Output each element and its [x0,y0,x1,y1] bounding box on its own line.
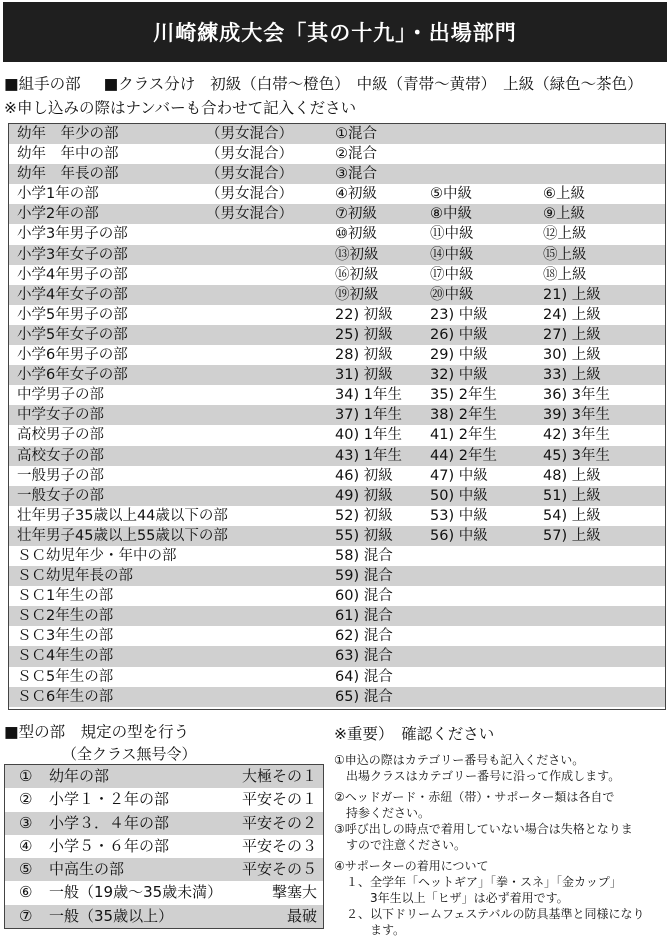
category-3: ⑫上級 [543,226,587,243]
mixed-label: （男女混合） [206,206,293,223]
category-2: 53) 中級 [430,507,488,524]
note-1-line-2: 出場クラスはカテゴリー番号に沿って作成します。 [334,769,621,783]
division-name: 小学3年女子の部 [17,246,128,263]
kumite-row [9,285,665,305]
kata-name: 最破 [286,906,317,925]
kumite-row [9,646,665,666]
advanced-class: 上級（緑色～茶色） [503,75,643,93]
category-3: 30) 上級 [543,347,601,364]
category-1: 58) 混合 [335,547,393,564]
category-1: 61) 混合 [335,608,393,625]
kata-name: 大極その１ [241,767,317,785]
entry-note: ※申し込みの際はナンバーも合わせて記入ください [4,99,357,117]
division-name: 小学4年男子の部 [17,266,128,283]
beginner-class: 初級（白帯～橙色） [210,75,350,93]
category-3: 51) 上級 [543,487,601,504]
category-1: 55) 初級 [335,527,393,544]
division-name: 幼年 年長の部 [17,166,119,183]
division-name: 一般女子の部 [17,487,104,504]
kumite-row [9,325,665,345]
kumite-row [9,586,665,606]
mixed-label: （男女混合） [206,126,293,142]
important-notes [334,722,668,938]
kumite-row [9,164,665,184]
category-1: 64) 混合 [335,668,393,685]
category-3: ⑥上級 [543,186,585,203]
note-4-line-5: ます。 [334,923,406,937]
category-1: ④初級 [335,186,377,203]
category-3: 36) 3年生 [543,387,610,404]
division-name: 小学3年男子の部 [17,226,128,243]
kumite-row [9,546,665,566]
kata-row [5,905,323,928]
intermediate-class: 中級（青帯～黄帯） [356,75,497,93]
division-name: 小学2年の部 [17,206,99,223]
division-name: ＳＣ4年生の部 [17,648,114,665]
category-2: ⑳中級 [430,286,474,303]
category-1: ⑯初級 [335,266,379,283]
category-1: ⑦初級 [335,206,377,223]
kumite-row [9,265,665,285]
category-1: 52) 初級 [335,507,393,524]
category-1: 49) 初級 [335,487,393,504]
kata-name: 平安その５ [241,860,317,879]
kata-division: 一般（35歳以上） [49,906,174,925]
category-3: ⑮上級 [543,246,587,263]
kata-division: 中高生の部 [49,860,125,879]
category-3: 21) 上級 [543,286,601,303]
category-1: 34) 1年生 [335,387,402,404]
kumite-row [9,124,665,144]
kumite-row [9,606,665,626]
kata-number: ① [19,767,33,785]
kumite-row [9,144,665,164]
division-name: 高校女子の部 [17,447,104,464]
note-2-line-2: 持参ください。 [334,806,431,820]
kata-row [5,881,323,904]
kata-row [5,765,323,788]
category-3: 48) 上級 [543,467,601,484]
kumite-row [9,446,665,466]
category-2: 23) 中級 [430,306,488,323]
kata-division: 小学１・２年の部 [49,790,170,809]
notes-title: ※重要） 確認ください [334,725,495,743]
category-1: 40) 1年生 [335,427,402,444]
kumite-row [9,506,665,526]
category-3: 54) 上級 [543,507,601,524]
kumite-row [9,626,665,646]
category-2: ⑧中級 [430,206,472,223]
kata-division: 幼年の部 [49,767,110,785]
category-2: 47) 中級 [430,467,488,484]
note-1-line-1: ①申込の際はカテゴリー番号も記入ください。 [334,753,585,767]
page-header [3,2,667,62]
kata-number: ④ [19,836,33,855]
kata-number: ⑤ [19,860,33,879]
class-info-line [4,72,661,94]
division-name: 壮年男子35歳以上44歳以下の部 [17,507,228,524]
division-name: ＳＣ6年生の部 [17,688,114,705]
category-3: 57) 上級 [543,527,601,544]
kumite-heading: ■組手の部 [4,75,81,93]
kata-name: 平安その２ [241,813,317,832]
category-1: 43) 1年生 [335,447,402,464]
category-1: ⑩初級 [335,226,377,243]
category-2: 26) 中級 [430,326,488,343]
kata-number: ③ [19,813,33,832]
kata-row [5,788,323,811]
division-name: 幼年 年中の部 [17,146,119,163]
kata-division: 一般（19歳～35歳未満） [49,883,223,902]
division-name: 小学6年女子の部 [17,367,128,384]
division-name: ＳＣ幼児年長の部 [17,568,133,585]
page-title: 川崎練成大会「其の十九」・出場部門 [153,21,517,45]
note-4-line-3: 3年生以上「ヒザ」は必ず着用です。 [334,891,569,905]
division-name: 壮年男子45歳以上55歳以下の部 [17,527,228,544]
division-name: 小学4年女子の部 [17,286,128,303]
division-name: 中学女子の部 [17,407,104,424]
division-name: 小学5年女子の部 [17,326,128,343]
kumite-table [8,123,666,710]
note-3-line-2: すので注意ください。 [334,838,467,852]
category-3: 39) 3年生 [543,407,610,424]
kata-name: 平安その１ [241,790,317,809]
category-1: ⑲初級 [335,286,379,303]
kumite-row [9,466,665,486]
category-1: 62) 混合 [335,628,393,645]
category-3: 45) 3年生 [543,447,610,464]
category-3: 33) 上級 [543,367,601,384]
kumite-row [9,425,665,445]
note-4-line-1: ④サポーターの着用について [334,859,489,873]
category-1: ①混合 [335,126,377,142]
mixed-label: （男女混合） [206,166,293,183]
kumite-row [9,245,665,265]
division-name: 小学5年男子の部 [17,306,128,323]
division-name: ＳＣ3年生の部 [17,628,114,645]
category-2: ⑤中級 [430,186,472,203]
kumite-row [9,345,665,365]
division-name: ＳＣ5年生の部 [17,668,114,685]
category-2: 41) 2年生 [430,427,497,444]
division-name: ＳＣ幼児年少・年中の部 [17,547,177,564]
kata-division: 小学３．４年の部 [49,813,170,832]
category-3: ⑱上級 [543,266,587,283]
kata-number: ⑦ [19,906,33,925]
category-2: 35) 2年生 [430,387,497,404]
kumite-row [9,566,665,586]
kata-name: 平安その３ [241,836,317,855]
division-name: 小学6年男子の部 [17,347,128,364]
mixed-label: （男女混合） [206,146,293,163]
kumite-row [9,224,665,244]
category-1: 25) 初級 [335,326,393,343]
category-2: 50) 中級 [430,487,488,504]
category-3: 42) 3年生 [543,427,610,444]
category-1: ②混合 [335,146,377,163]
kumite-row [9,365,665,385]
kata-subtitle: （全クラス無号令） [62,745,197,763]
category-2: 56) 中級 [430,527,488,544]
category-3: 27) 上級 [543,326,601,343]
note-2-line-1: ②ヘッドガード・赤紐（帯）・サポーター類は各自で [334,790,615,804]
note-3-line-1: ③呼び出しの時点で着用していない場合は失格となりま [334,822,633,836]
category-1: 37) 1年生 [335,407,402,424]
division-name: 中学男子の部 [17,387,104,404]
division-name: 高校男子の部 [17,427,104,444]
kata-table [4,764,324,929]
kumite-row [9,204,665,224]
kata-division: 小学５・６年の部 [49,836,170,855]
division-name: 幼年 年少の部 [17,126,119,142]
division-name: 一般男子の部 [17,467,104,484]
category-2: ⑪中級 [430,226,474,243]
category-1: 59) 混合 [335,568,393,585]
kumite-row [9,405,665,425]
kata-row [5,858,323,881]
category-2: ⑭中級 [430,246,474,263]
class-split-heading: ■クラス分け [103,75,196,93]
kumite-row [9,687,665,707]
category-1: ⑬初級 [335,246,379,263]
kata-name: 撃塞大 [271,883,317,902]
category-2: 32) 中級 [430,367,488,384]
kumite-row [9,305,665,325]
category-2: 44) 2年生 [430,447,497,464]
category-1: 31) 初級 [335,367,393,384]
category-1: 28) 初級 [335,347,393,364]
category-1: 22) 初級 [335,306,393,323]
mixed-label: （男女混合） [206,186,293,203]
division-name: ＳＣ1年生の部 [17,588,114,605]
category-1: 65) 混合 [335,688,393,705]
category-3: 24) 上級 [543,306,601,323]
kata-number: ② [19,790,33,809]
category-1: 63) 混合 [335,648,393,665]
kumite-row [9,486,665,506]
kata-number: ⑥ [19,883,33,902]
note-4-line-2: １、全学年「ヘットギア」「拳・スネ」「金カップ」 [334,875,622,889]
kata-row [5,835,323,858]
category-2: 38) 2年生 [430,407,497,424]
kumite-row [9,526,665,546]
kata-heading: ■型の部 規定の型を行う [4,723,190,741]
division-name: 小学1年の部 [17,186,99,203]
kumite-row [9,184,665,204]
category-1: 46) 初級 [335,467,393,484]
category-2: 29) 中級 [430,347,488,364]
kumite-row [9,385,665,405]
division-name: ＳＣ2年生の部 [17,608,114,625]
category-2: ⑰中級 [430,266,474,283]
kata-row [5,812,323,835]
category-1: ③混合 [335,166,377,183]
note-4-line-4: ２、以下ドリームフェステバルの防具基準と同様になり [334,907,645,921]
category-1: 60) 混合 [335,588,393,605]
kumite-row [9,667,665,687]
category-3: ⑨上級 [543,206,585,223]
